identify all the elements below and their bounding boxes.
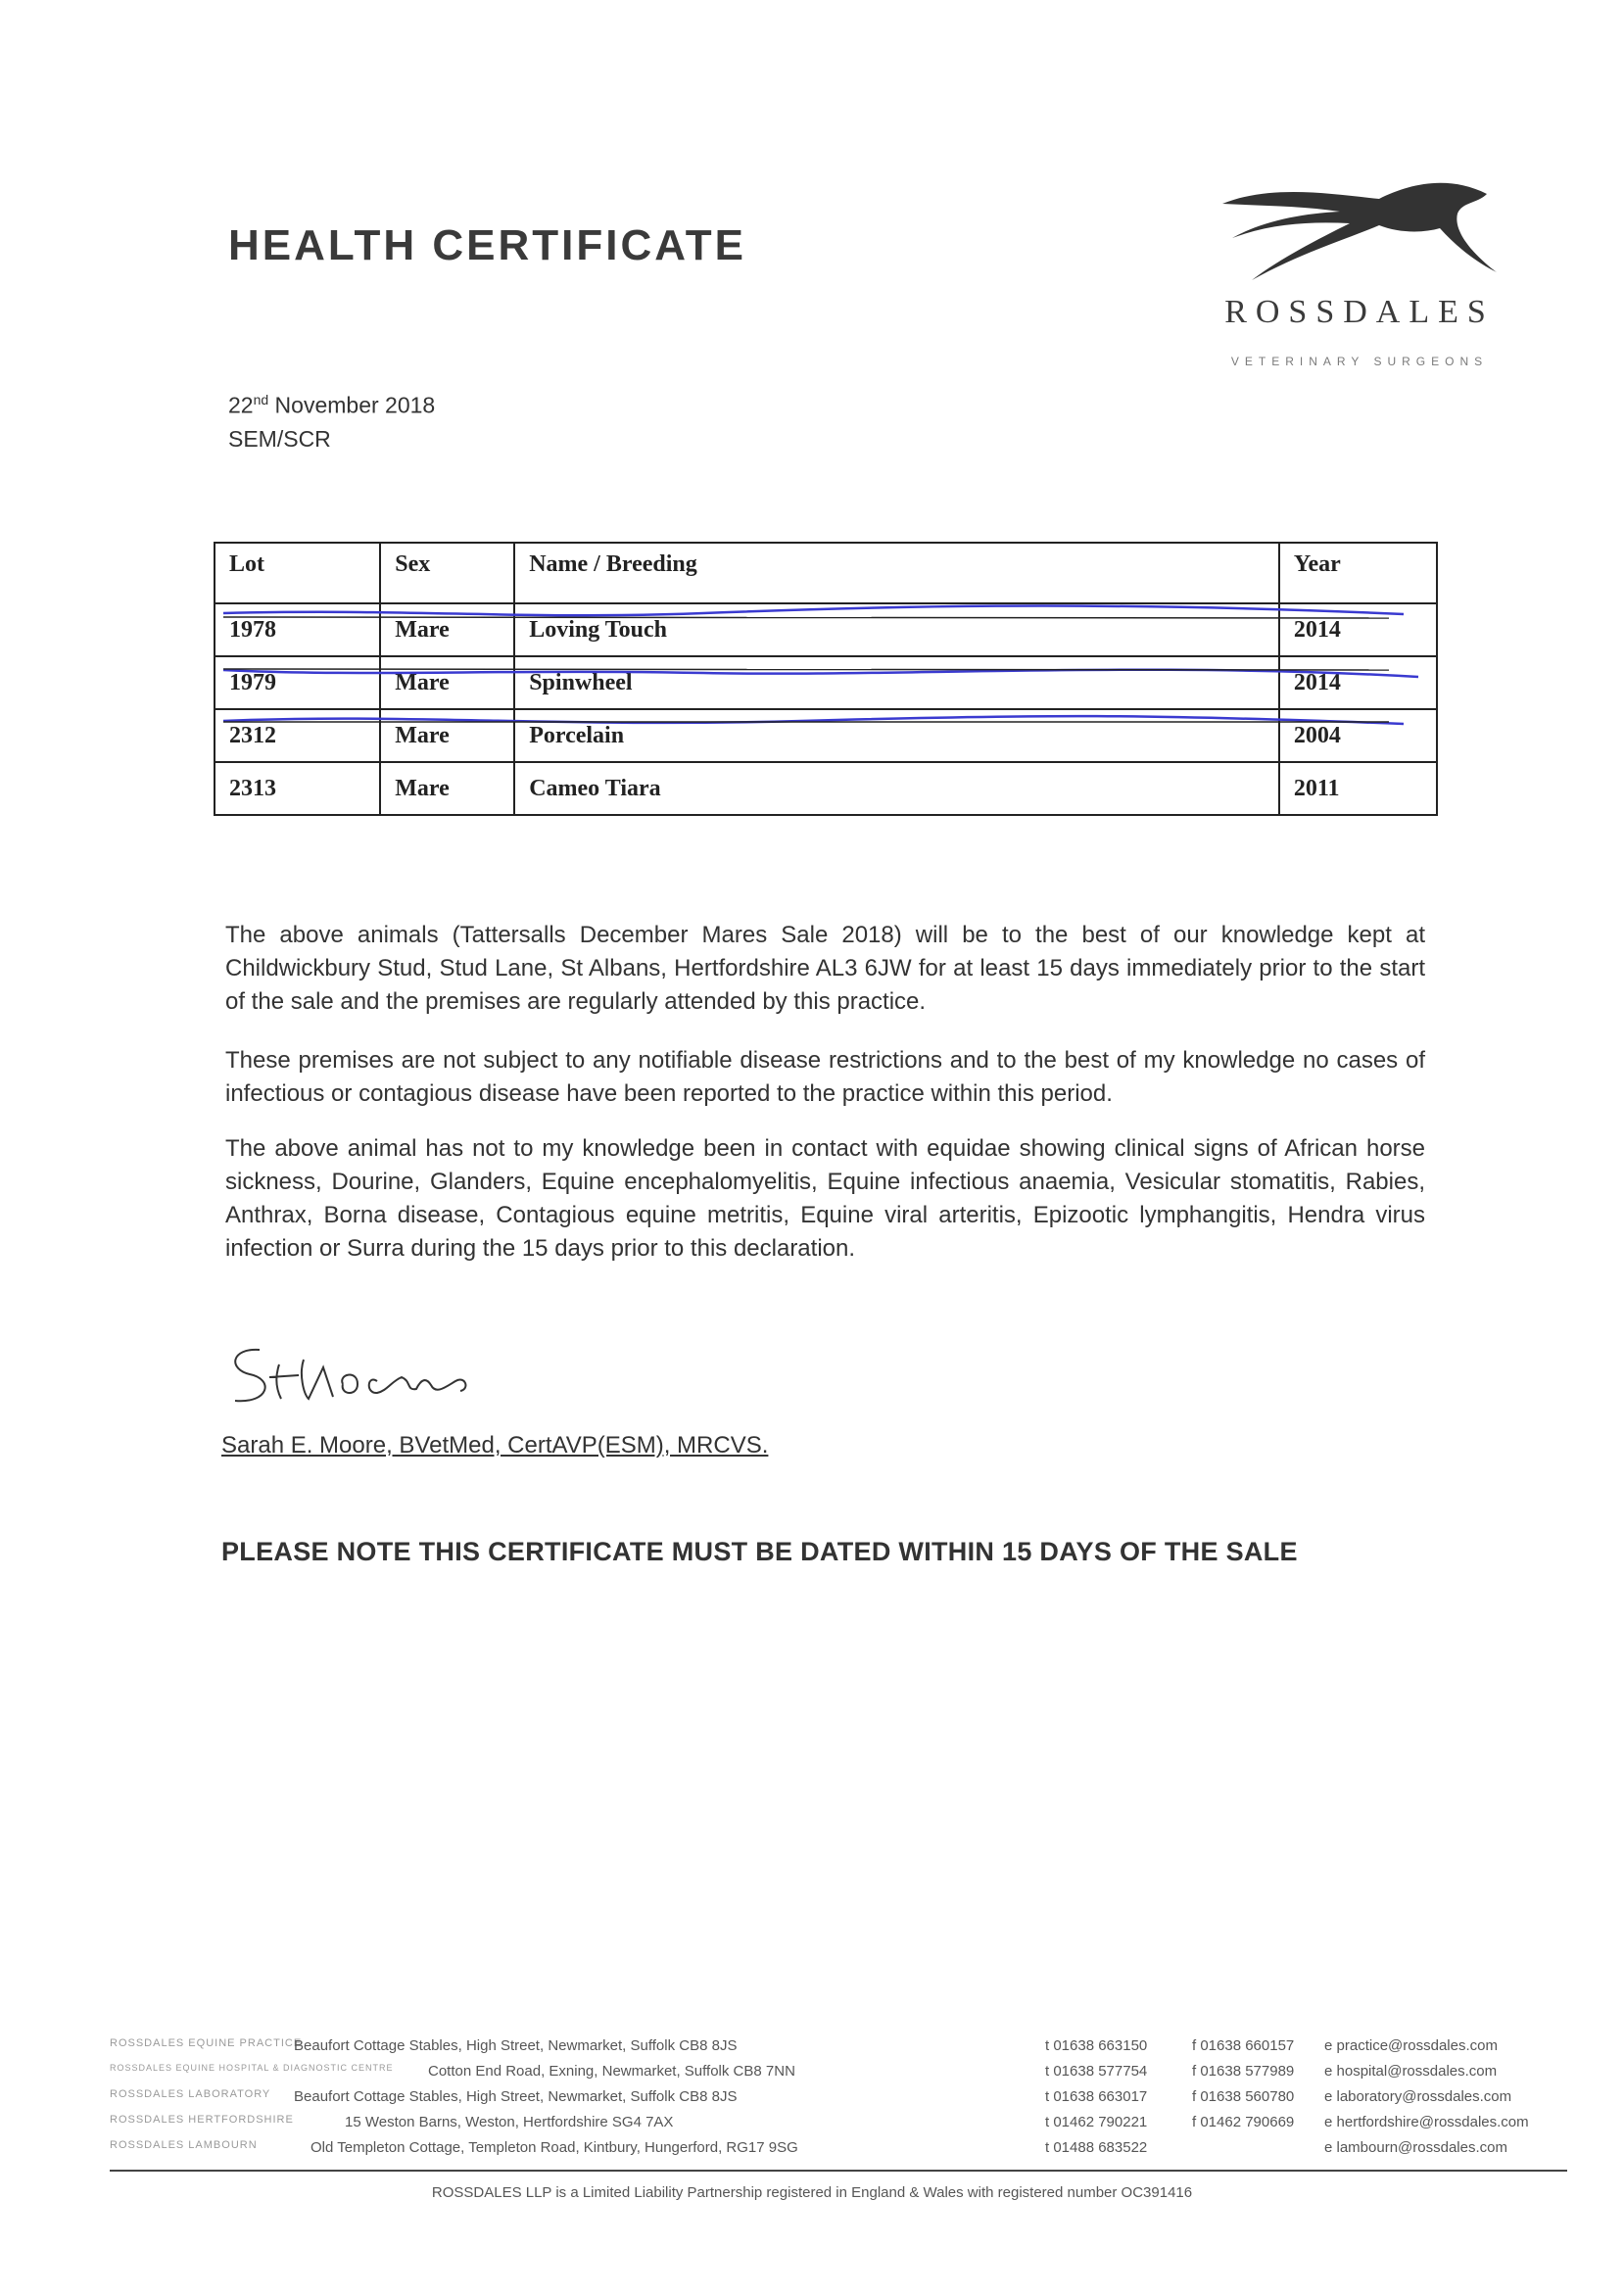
table-row [215,762,1437,815]
office-email[interactable]: e lambourn@rossdales.com [1324,2139,1507,2156]
cell-year: 2014 [1279,603,1437,656]
header-lot: Lot [215,543,380,603]
cell-name: Cameo Tiara [514,762,1279,815]
office-email[interactable]: e laboratory@rossdales.com [1324,2088,1512,2105]
cell-sex: Mare [380,762,514,815]
table-row [215,656,1437,709]
office-email[interactable]: e hertfordshire@rossdales.com [1324,2114,1529,2130]
date-rest: November 2018 [268,392,436,418]
rossdales-logo [1213,165,1506,380]
header-name: Name / Breeding [514,543,1279,603]
paragraph-contact: The above animal has not to my knowledge been in contact with equidae showing clinical signs of African horse sickness, Dourine, Glanders, Equine encephalomyelitis, Equine infectious anaemia, Vesicular stomatitis, Rabies, Anthrax, Borna disease, Contagious equine metritis, Equine viral arteritis, Epizootic lymphangitis, Hendra virus infection or Surra during the 15 days prior to this declaration. [225,1135,1425,1262]
footer-row [110,2139,1559,2165]
office-name: ROSSDALES HERTFORDSHIRE [110,2114,294,2126]
cell-sex: Mare [380,603,514,656]
paragraph-premises: The above animals (Tattersalls December Mares Sale 2018) will be to the best of our knowledge kept at Childwickbury Stud, Stud Lane, St Albans, Hertfordshire AL3 6JW for at least 15 days immediately prior to the start of the sale and the premises are regularly attended by this practice. [225,922,1425,1015]
office-email[interactable]: e hospital@rossdales.com [1324,2063,1498,2080]
cell-lot: 1978 [215,603,380,656]
header-year: Year [1279,543,1437,603]
signatory-name: Sarah E. Moore, BVetMed, CertAVP(ESM), MRCVS. [221,1432,769,1459]
cell-name: Porcelain [514,709,1279,762]
office-email[interactable]: e practice@rossdales.com [1324,2037,1498,2054]
cell-year: 2011 [1279,762,1437,815]
office-name: ROSSDALES EQUINE PRACTICE [110,2037,303,2049]
cell-year: 2014 [1279,656,1437,709]
document-date [228,392,435,419]
paragraph-restrictions: These premises are not subject to any notifiable disease restrictions and to the best of my knowledge no cases of infectious or contagious disease have been reported to the practice within this period. [225,1047,1425,1107]
office-fax: f 01638 560780 [1192,2088,1295,2105]
lots-table [214,542,1438,816]
footer-divider [110,2170,1567,2172]
signature [220,1330,534,1418]
header-sex: Sex [380,543,514,603]
office-fax: f 01638 577989 [1192,2063,1295,2080]
office-address: Old Templeton Cottage, Templeton Road, Kintbury, Hungerford, RG17 9SG [310,2139,798,2156]
office-tel: t 01638 663150 [1045,2037,1148,2054]
office-name: ROSSDALES LABORATORY [110,2088,271,2100]
sale-notice: PLEASE NOTE THIS CERTIFICATE MUST BE DATED WITHIN 15 DAYS OF THE SALE [221,1537,1298,1566]
logo-subtitle: VETERINARY SURGEONS [1230,355,1489,368]
cell-name: Spinwheel [514,656,1279,709]
cell-lot: 2312 [215,709,380,762]
office-name: ROSSDALES EQUINE HOSPITAL & DIAGNOSTIC CENTRE [110,2063,394,2073]
footer-row [110,2037,1559,2063]
table-header-row [215,543,1437,603]
legal-notice: ROSSDALES LLP is a Limited Liability Partnership registered in England & Wales with registered number OC391416 [431,2184,1193,2201]
office-tel: t 01638 577754 [1045,2063,1148,2080]
horse-icon [1213,165,1506,292]
footer-offices [110,2037,1559,2165]
office-address: Beaufort Cottage Stables, High Street, Newmarket, Suffolk CB8 8JS [294,2037,738,2054]
office-name: ROSSDALES LAMBOURN [110,2139,258,2151]
office-address: Beaufort Cottage Stables, High Street, Newmarket, Suffolk CB8 8JS [294,2088,738,2105]
office-address: Cotton End Road, Exning, Newmarket, Suffolk CB8 7NN [428,2063,795,2080]
cell-sex: Mare [380,656,514,709]
cell-lot: 2313 [215,762,380,815]
office-tel: t 01462 790221 [1045,2114,1148,2130]
footer-row [110,2063,1559,2088]
office-fax: f 01638 660157 [1192,2037,1295,2054]
office-address: 15 Weston Barns, Weston, Hertfordshire SG4 7AX [345,2114,674,2130]
office-tel: t 01638 663017 [1045,2088,1148,2105]
document-title: HEALTH CERTIFICATE [228,221,746,269]
cell-name: Loving Touch [514,603,1279,656]
cell-sex: Mare [380,709,514,762]
footer-row [110,2088,1559,2114]
date-day: 22 [228,392,254,418]
table-row [215,603,1437,656]
date-suffix: nd [253,392,269,407]
office-tel: t 01488 683522 [1045,2139,1148,2156]
table-row [215,709,1437,762]
cell-year: 2004 [1279,709,1437,762]
logo-name: ROSSDALES [1224,294,1495,330]
footer-row [110,2114,1559,2139]
document-reference: SEM/SCR [228,426,331,452]
office-fax: f 01462 790669 [1192,2114,1295,2130]
cell-lot: 1979 [215,656,380,709]
